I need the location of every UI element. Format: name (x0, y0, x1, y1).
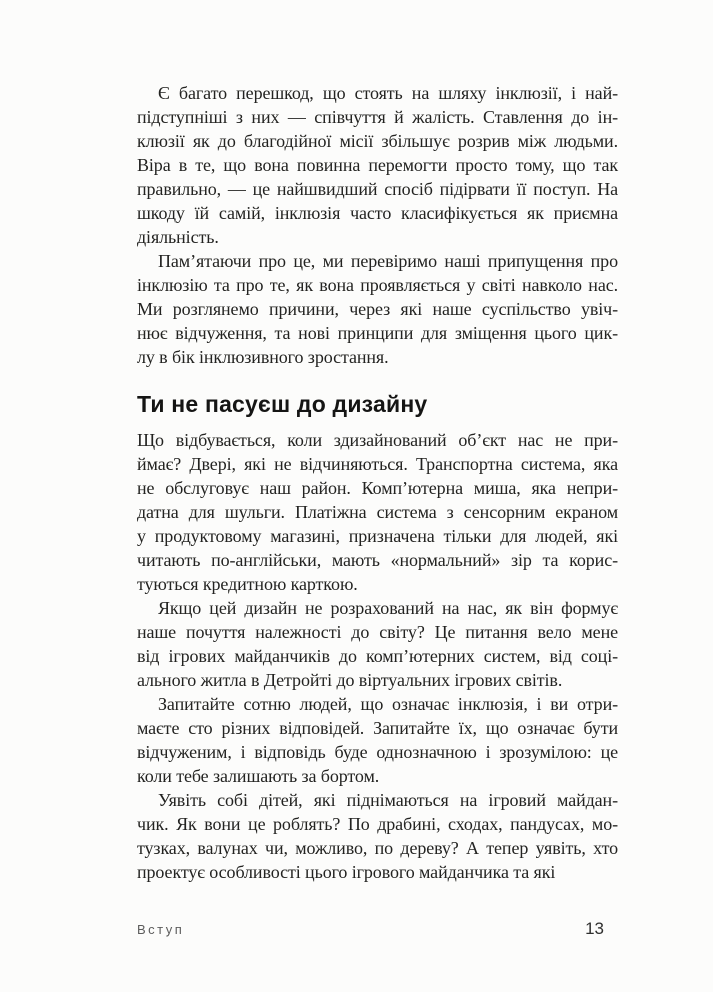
text-line: чик. Як вони це роблять? По драбині, сходах, пандусах, мо- (137, 814, 618, 834)
text-line: від ігрових майданчиків до комп’ютерних систем, від соці- (137, 646, 618, 666)
text-line: Запитайте сотню людей, що означає інклюзія, і ви отри- (158, 694, 618, 714)
paragraph (137, 692, 618, 788)
paragraph (137, 788, 618, 884)
text-line: ального житла в Детройті до віртуальних ігрових світів. (137, 670, 563, 690)
text-line: Якщо цей дизайн не розрахований на нас, як він формує (158, 598, 618, 618)
text-line: підступніші з них — співчуття й жалість. Ставлення до ін- (137, 107, 618, 127)
paragraph (137, 596, 618, 692)
text-line: правильно, — це найшвидший спосіб підірвати її поступ. На (137, 179, 618, 199)
section-heading: Ти не пасуєш до дизайну (137, 391, 428, 417)
text-line: ймає? Двері, які не відчиняються. Транспортна система, яка (137, 454, 618, 474)
text-line: тузках, валунах чи, можливо, по дереву? А тепер уявіть, хто (137, 838, 618, 858)
text-line: наше почуття належності до світу? Це питання вело мене (137, 622, 618, 642)
text-line: Віра в те, що вона повинна перемогти просто тому, що так (137, 155, 618, 175)
text-line: не обслуговує наш район. Комп’ютерна миша, яка непри- (137, 478, 618, 498)
text-line: туються кредитною карткою. (137, 574, 358, 594)
paragraph (137, 81, 618, 249)
paragraph (137, 428, 618, 596)
text-line: коли тебе залишають за бортом. (137, 766, 380, 786)
page-body (137, 81, 618, 884)
text-line: у продуктовому магазині, призначена тільки для людей, які (137, 526, 618, 546)
page-number: 13 (585, 919, 604, 938)
text-line: відчуженим, і відповідь буде однозначною і зрозумілою: це (137, 742, 618, 762)
text-line: Є багато перешкод, що стоять на шляху інклюзії, і най- (158, 83, 618, 103)
page-footer (137, 919, 618, 939)
text-line: діяльність. (137, 227, 219, 247)
text-line: датна для шульги. Платіжна система з сенсорним екраном (137, 502, 618, 522)
text-line: інклюзію та про те, як вона проявляється у світі навколо нас. (137, 275, 618, 295)
text-line: Ми розглянемо причини, через які наше суспільство увіч- (137, 299, 618, 319)
text-line: проектує особливості цього ігрового майданчика та які (137, 862, 556, 882)
text-line: маєте сто різних відповідей. Запитайте їх, що означає бути (137, 718, 618, 738)
text-line: клюзії як до благодійної місії збільшує розрив між людьми. (137, 131, 618, 151)
paragraph (137, 249, 618, 369)
text-line: нює відчуження, та нові принципи для зміщення цього цик- (137, 323, 618, 343)
text-line: читають по-англійськи, мають «нормальний» зір та корис- (137, 550, 618, 570)
text-line: шкоду їй самій, інклюзія часто класифікується як приємна (137, 203, 618, 223)
text-line: Пам’ятаючи про це, ми перевіримо наші припущення про (158, 251, 618, 271)
text-line: Що відбувається, коли здизайнований об’єкт нас не при- (137, 430, 618, 450)
chapter-label: Вступ (137, 922, 185, 937)
text-line: Уявіть собі дітей, які піднімаються на ігровий майдан- (158, 790, 618, 810)
text-line: лу в бік інклюзивного зростання. (137, 347, 389, 367)
